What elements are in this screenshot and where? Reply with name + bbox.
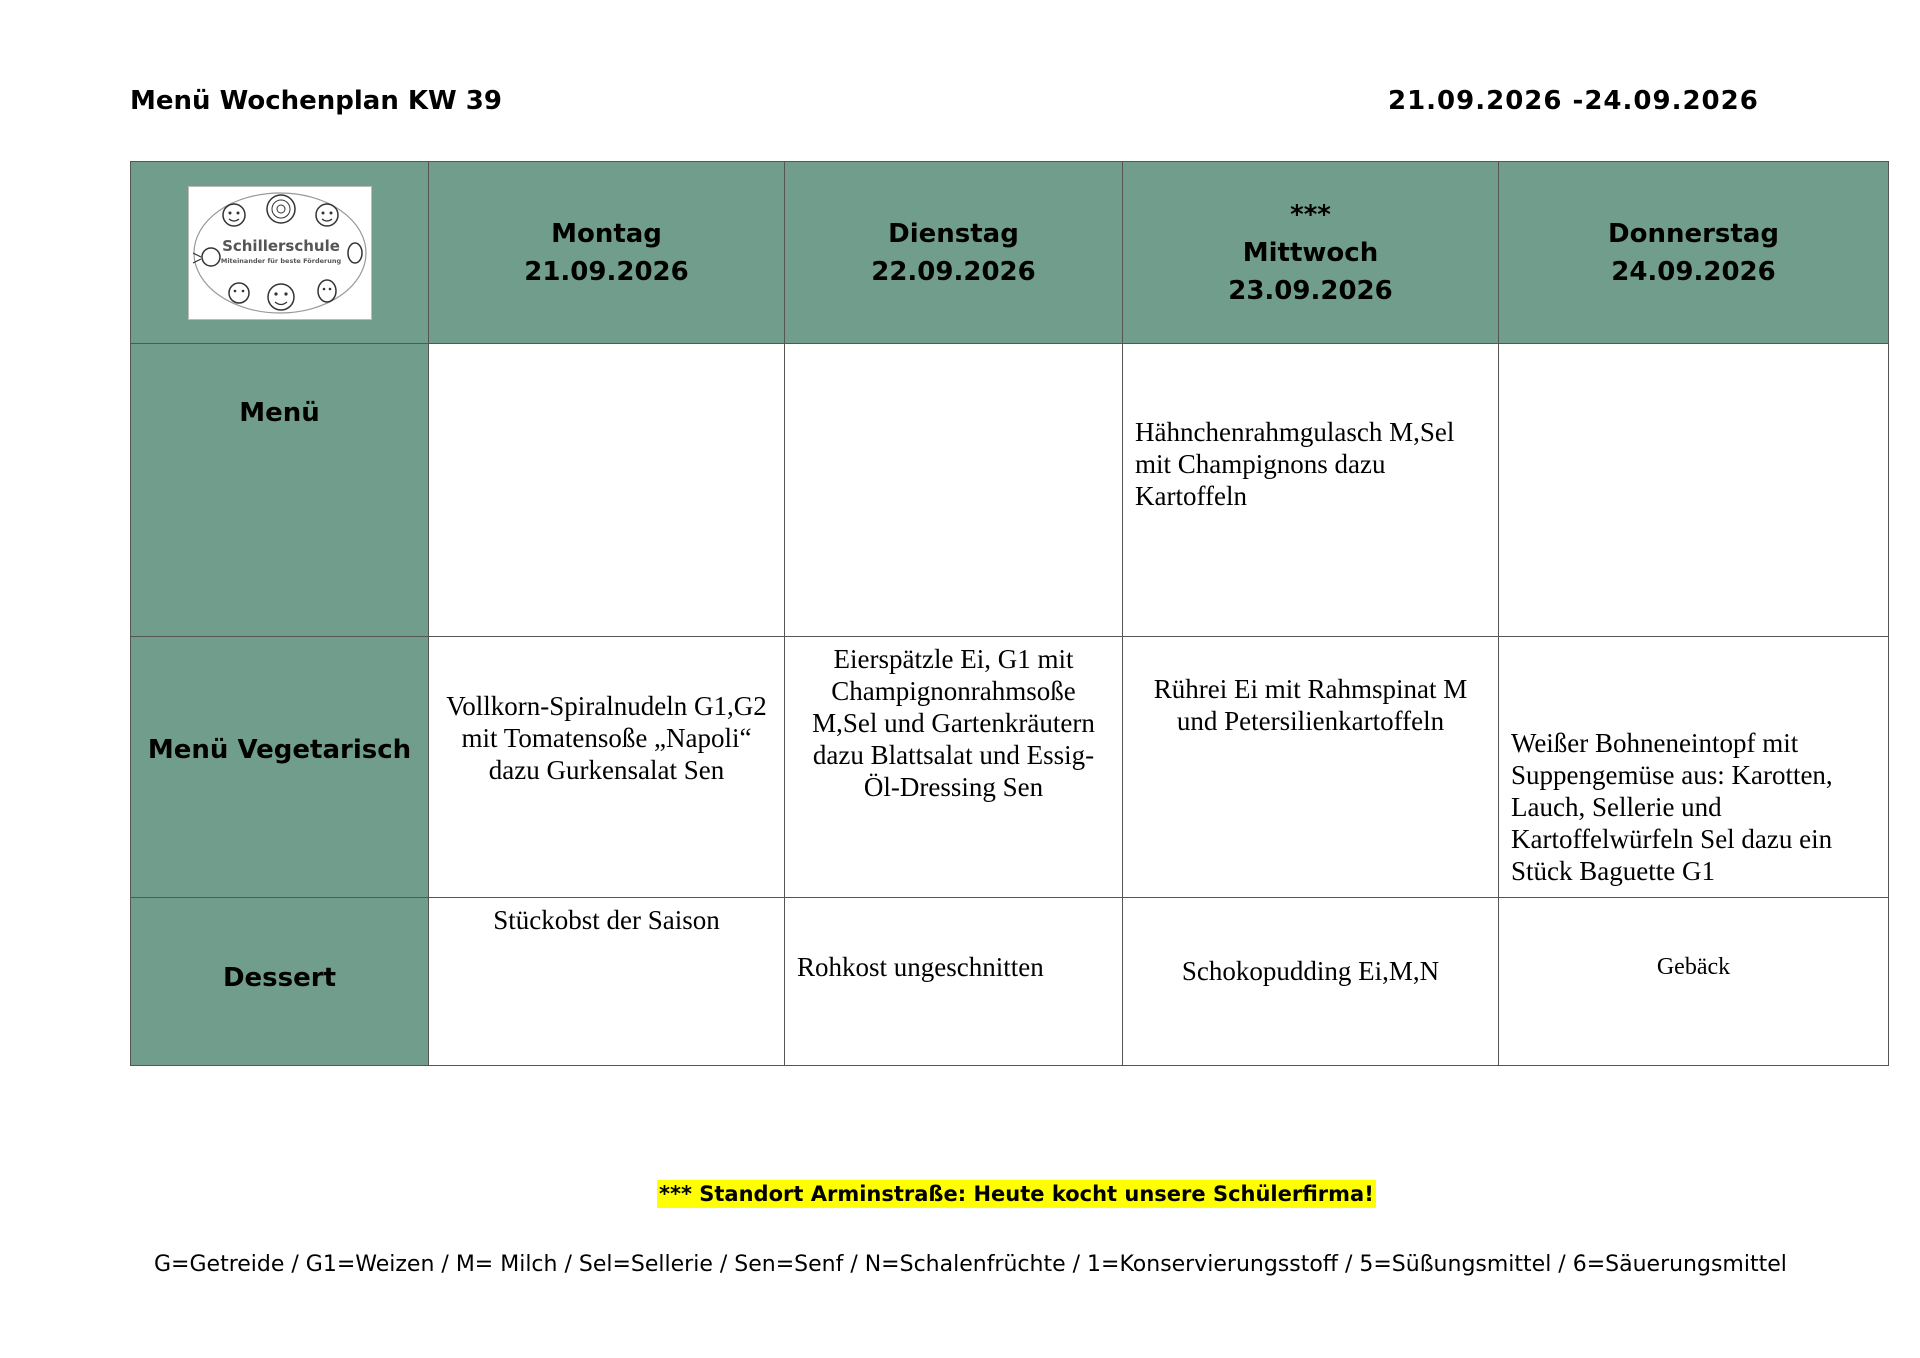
row-label: Menü	[239, 398, 320, 428]
dessert-text: Gebäck	[1656, 953, 1731, 980]
veg-text: Rührei Ei mit Rahmspinat M und Petersilienkartoffeln	[1153, 674, 1468, 736]
menu-text: Hähnchenrahmgulasch M,Sel mit Champignons dazu Kartoffeln	[1135, 417, 1455, 511]
day-header-tuesday	[785, 162, 1123, 344]
school-logo-image	[189, 187, 371, 319]
school-logo	[188, 186, 372, 320]
veg-cell-monday	[429, 637, 785, 898]
day-date: 21.09.2026	[524, 256, 689, 287]
dessert-text: Rohkost ungeschnitten	[797, 951, 1044, 982]
row-label: Dessert	[222, 962, 337, 993]
logo-tagline: Miteinander für beste Förderung	[220, 256, 341, 265]
menu-cell-thursday	[1499, 344, 1889, 637]
day-date: 23.09.2026	[1228, 275, 1393, 306]
row-label-dessert	[131, 898, 429, 1066]
page-title: Menü Wochenplan KW 39	[130, 86, 502, 116]
dessert-text: Schokopudding Ei,M,N	[1181, 955, 1440, 986]
row-label: Menü Vegetarisch	[147, 735, 412, 765]
day-name: Donnerstag	[1608, 218, 1779, 249]
day-name: Mittwoch	[1242, 237, 1379, 268]
highlight-note: *** Standort Arminstraße: Heute kocht unsere Schülerfirma!	[659, 1182, 1374, 1206]
menu-row	[131, 344, 1889, 637]
row-label-menu	[131, 344, 429, 637]
dessert-cell-thursday	[1499, 898, 1889, 1066]
dessert-cell-wednesday	[1123, 898, 1499, 1066]
veg-text: Weißer Bohneneintopf mit Suppengemüse aus: Karotten, Lauch, Sellerie und Kartoffelwürfeln Sel dazu ein Stück Baguette G1	[1511, 728, 1833, 886]
date-range: 21.09.2026 -24.09.2026	[1388, 86, 1759, 116]
dessert-text: Stückobst der Saison	[493, 905, 720, 935]
logo-school-name: Schillerschule	[221, 236, 340, 255]
menu-cell-wednesday	[1123, 344, 1499, 637]
day-marker: ***	[1290, 199, 1331, 230]
vegetarian-row	[131, 637, 1889, 898]
veg-cell-tuesday	[785, 637, 1123, 898]
header-row	[131, 162, 1889, 344]
day-name: Montag	[551, 218, 662, 249]
day-date: 24.09.2026	[1611, 256, 1776, 287]
day-date: 22.09.2026	[871, 256, 1036, 287]
veg-text: Eierspätzle Ei, G1 mit Champignonrahmsoße M,Sel und Gartenkräutern dazu Blattsalat und Essig-Öl-Dressing Sen	[812, 644, 1095, 802]
menu-cell-monday	[429, 344, 785, 637]
veg-text: Vollkorn-Spiralnudeln G1,G2 mit Tomatensoße „Napoli“ dazu Gurkensalat Sen	[446, 691, 767, 785]
allergen-legend: G=Getreide / G1=Weizen / M= Milch / Sel=Sellerie / Sen=Senf / N=Schalenfrüchte / 1=Konservierungsstoff / 5=Süßungsmittel / 6=Säuerungsmittel	[154, 1252, 1787, 1277]
menu-table	[130, 161, 1889, 1066]
row-label-vegetarian	[131, 637, 429, 898]
dessert-cell-monday	[429, 898, 785, 1066]
day-header-thursday	[1499, 162, 1889, 344]
veg-cell-thursday	[1499, 637, 1889, 898]
menu-cell-tuesday	[785, 344, 1123, 637]
dessert-cell-tuesday	[785, 898, 1123, 1066]
day-header-wednesday	[1123, 162, 1499, 344]
dessert-row	[131, 898, 1889, 1066]
day-name: Dienstag	[888, 218, 1019, 249]
veg-cell-wednesday	[1123, 637, 1499, 898]
logo-cell	[131, 162, 429, 344]
day-header-monday	[429, 162, 785, 344]
